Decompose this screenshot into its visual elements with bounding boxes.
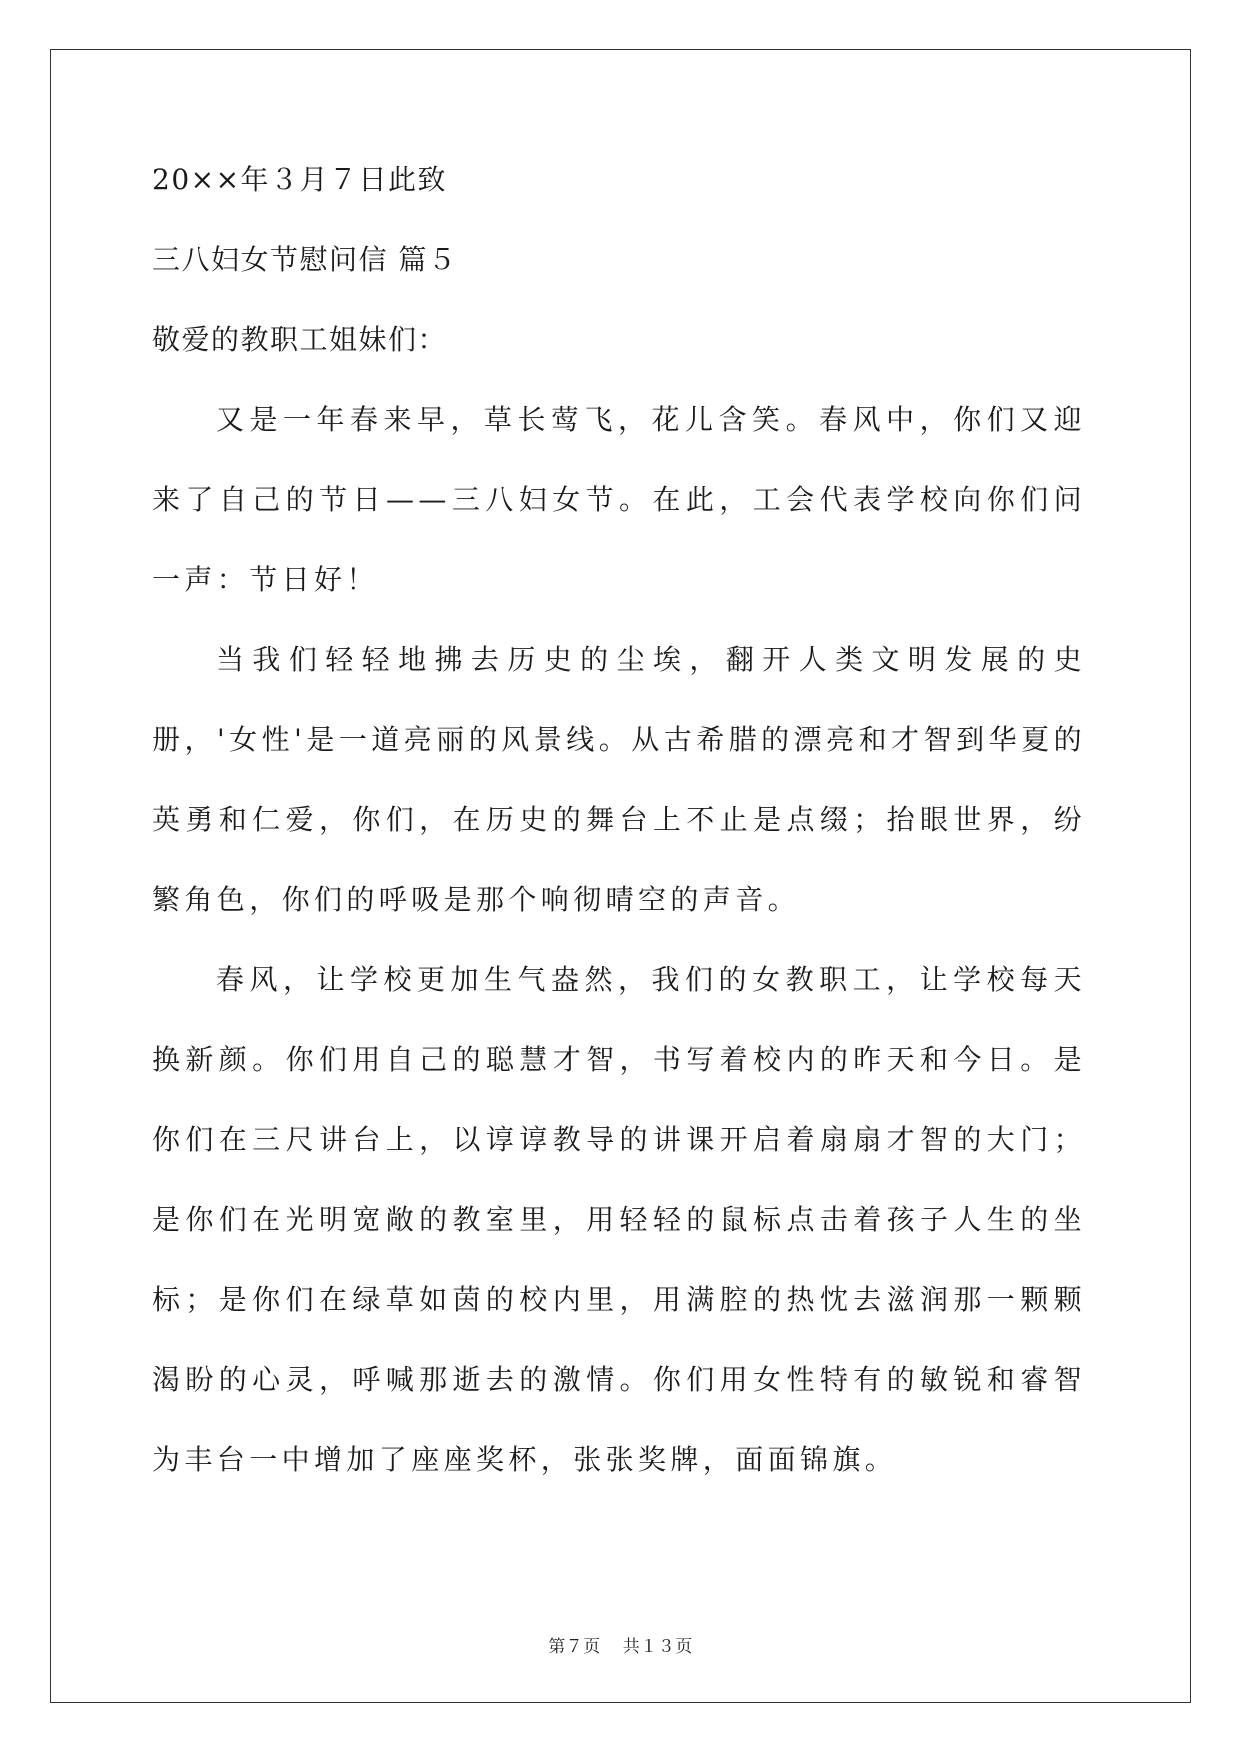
- page-number: 第７页: [548, 1637, 601, 1657]
- paragraph-1: 又是一年春来早，草长莺飞，花儿含笑。春风中，你们又迎来了自己的节日——三八妇女节。在此，工会代表学校向你们问一声：节日好！: [152, 403, 1086, 596]
- paragraph-3: 春风，让学校更加生气盎然，我们的女教职工，让学校每天换新颜。你们用自己的聪慧才智，书写着校内的昨天和今日。是你们在三尺讲台上，以谆谆教导的讲课开启着扇扇才智的大门；是你们在光明宽敞的教室里，用轻轻的鼠标点击着孩子人生的坐标；是你们在绿草如茵的校内里，用满腔的热忱去滋润那一颗颗渴盼的心灵，呼喊那逝去的激情。你们用女性特有的敏锐和睿智为丰台一中增加了座座奖杯，张张奖牌，面面锦旗。: [152, 963, 1086, 1476]
- document-body: [152, 160, 1086, 1520]
- page-total: 共１３页: [622, 1637, 693, 1657]
- salutation: 敬爱的教职工姐妹们：: [152, 323, 448, 356]
- section-title: 三八妇女节慰问信 篇５: [152, 243, 458, 276]
- date-closing-line: 20××年３月７日此致: [152, 163, 448, 196]
- page-footer: [0, 1632, 1241, 1657]
- paragraph-2: 当我们轻轻地拂去历史的尘埃，翻开人类文明发展的史册，'女性'是一道亮丽的风景线。从古希腊的漂亮和才智到华夏的英勇和仁爱，你们，在历史的舞台上不止是点缀；抬眼世界，纷繁角色，你们的呼吸是那个响彻晴空的声音。: [152, 643, 1086, 916]
